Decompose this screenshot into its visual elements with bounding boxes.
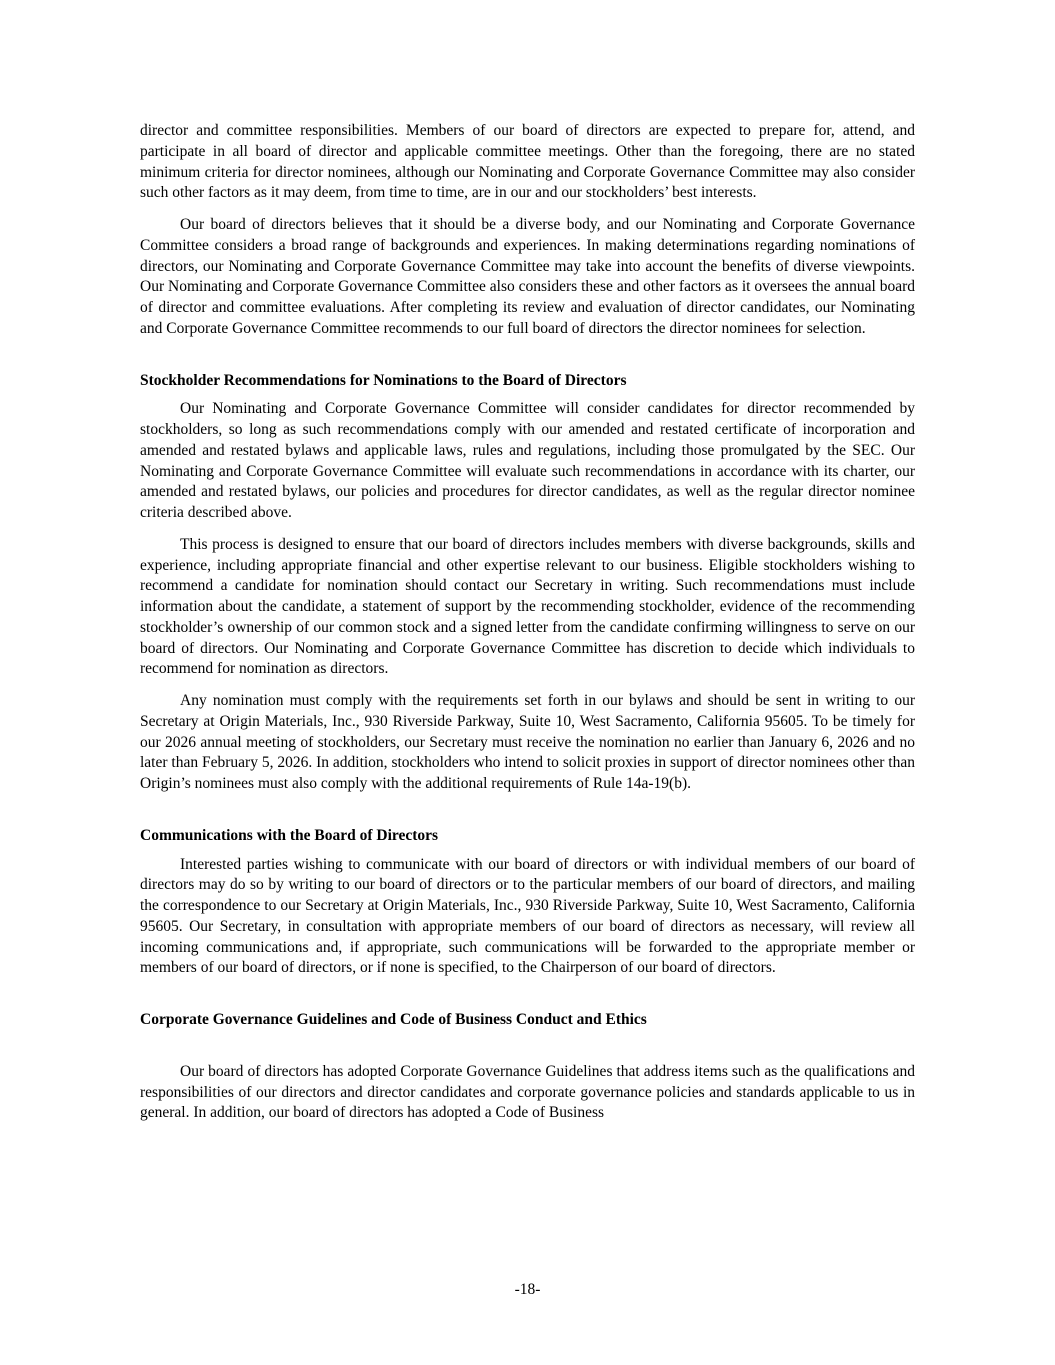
paragraph: Our Nominating and Corporate Governance Committee will consider candidates for director recommended by stockholders, so long as such recommendations comply with our amended and restated certificate of incorporation and amended and restated bylaws and applicable laws, rules and regulations, including those promulgated by the SEC. Our Nominating and Corporate Governance Committee will evaluate such recommendations in accordance with its charter, our amended and restated bylaws, our policies and procedures for director candidates, as well as the regular director nominee criteria described above. — [140, 400, 915, 521]
paragraph: Any nomination must comply with the requirements set forth in our bylaws and should be sent in writing to our Secretary at Origin Materials, Inc., 930 Riverside Parkway, Suite 10, West Sacramento, California 95605. To be timely for our 2026 annual meeting of stockholders, our Secretary must receive the nomination no earlier than January 6, 2026 and no later than February 5, 2026. In addition, stockholders who intend to solicit proxies in support of director nominees other than Origin’s nominees must also comply with the additional requirements of Rule 14a-19(b). — [140, 692, 915, 792]
section-heading: Corporate Governance Guidelines and Code of Business Conduct and Ethics — [140, 1011, 647, 1028]
paragraph: director and committee responsibilities. Members of our board of directors are expected to prepare for, attend, and participate in all board of director and applicable committee meetings. Other than the foregoing, there are no stated minimum criteria for director nominees, although our Nominating and Corporate Governance Committee may also consider such other factors as it may deem, from time to time, are in our and our stockholders’ best interests. — [140, 122, 915, 202]
page-number: -18- — [514, 1281, 541, 1298]
section-heading: Communications with the Board of Directors — [140, 826, 439, 844]
paragraph: Our board of directors has adopted Corporate Governance Guidelines that address items such as the qualifications and responsibilities of our directors and director candidates and corporate governance policies and standards applicable to us in general. In addition, our board of directors has adopted a Code of Business — [140, 1062, 915, 1122]
paragraph: Interested parties wishing to communicate with our board of directors or with individual members of our board of directors may do so by writing to our board of directors or to the particular members of our board of directors, and mailing the correspondence to our Secretary at Origin Materials, Inc., 930 Riverside Parkway, Suite 10, West Sacramento, California 95605. Our Secretary, in consultation with appropriate members of our board of directors as necessary, will review all incoming communications and, if appropriate, such communications will be forwarded to the appropriate member or members of our board of directors, or if none is specified, to the Chairperson of our board of directors. — [140, 855, 915, 977]
paragraph: This process is designed to ensure that our board of directors includes members with diverse backgrounds, skills and experience, including appropriate financial and other expertise relevant to our business. Eligible stockholders wishing to recommend a candidate for nomination should contact our Secretary in writing. Such recommendations must include information about the candidate, a statement of support by the recommending stockholder, evidence of the recommending stockholder’s ownership of our common stock and a signed letter from the candidate confirming willingness to serve on our board of directors. Our Nominating and Corporate Governance Committee has discretion to decide which individuals to recommend for nomination as directors. — [140, 535, 915, 678]
paragraph: Our board of directors believes that it should be a diverse body, and our Nominating and Corporate Governance Committee considers a broad range of backgrounds and experiences. In making determinations regarding nominations of directors, our Nominating and Corporate Governance Committee may take into account the benefits of diverse viewpoints. Our Nominating and Corporate Governance Committee also considers these and other factors as it oversees the annual board of director and committee evaluations. After completing its review and evaluation of director candidates, our Nominating and Corporate Governance Committee recommends to our full board of directors the director nominees for selection. — [140, 216, 915, 337]
section-heading: Stockholder Recommendations for Nominations to the Board of Directors — [140, 371, 627, 389]
document-page — [140, 121, 915, 1124]
